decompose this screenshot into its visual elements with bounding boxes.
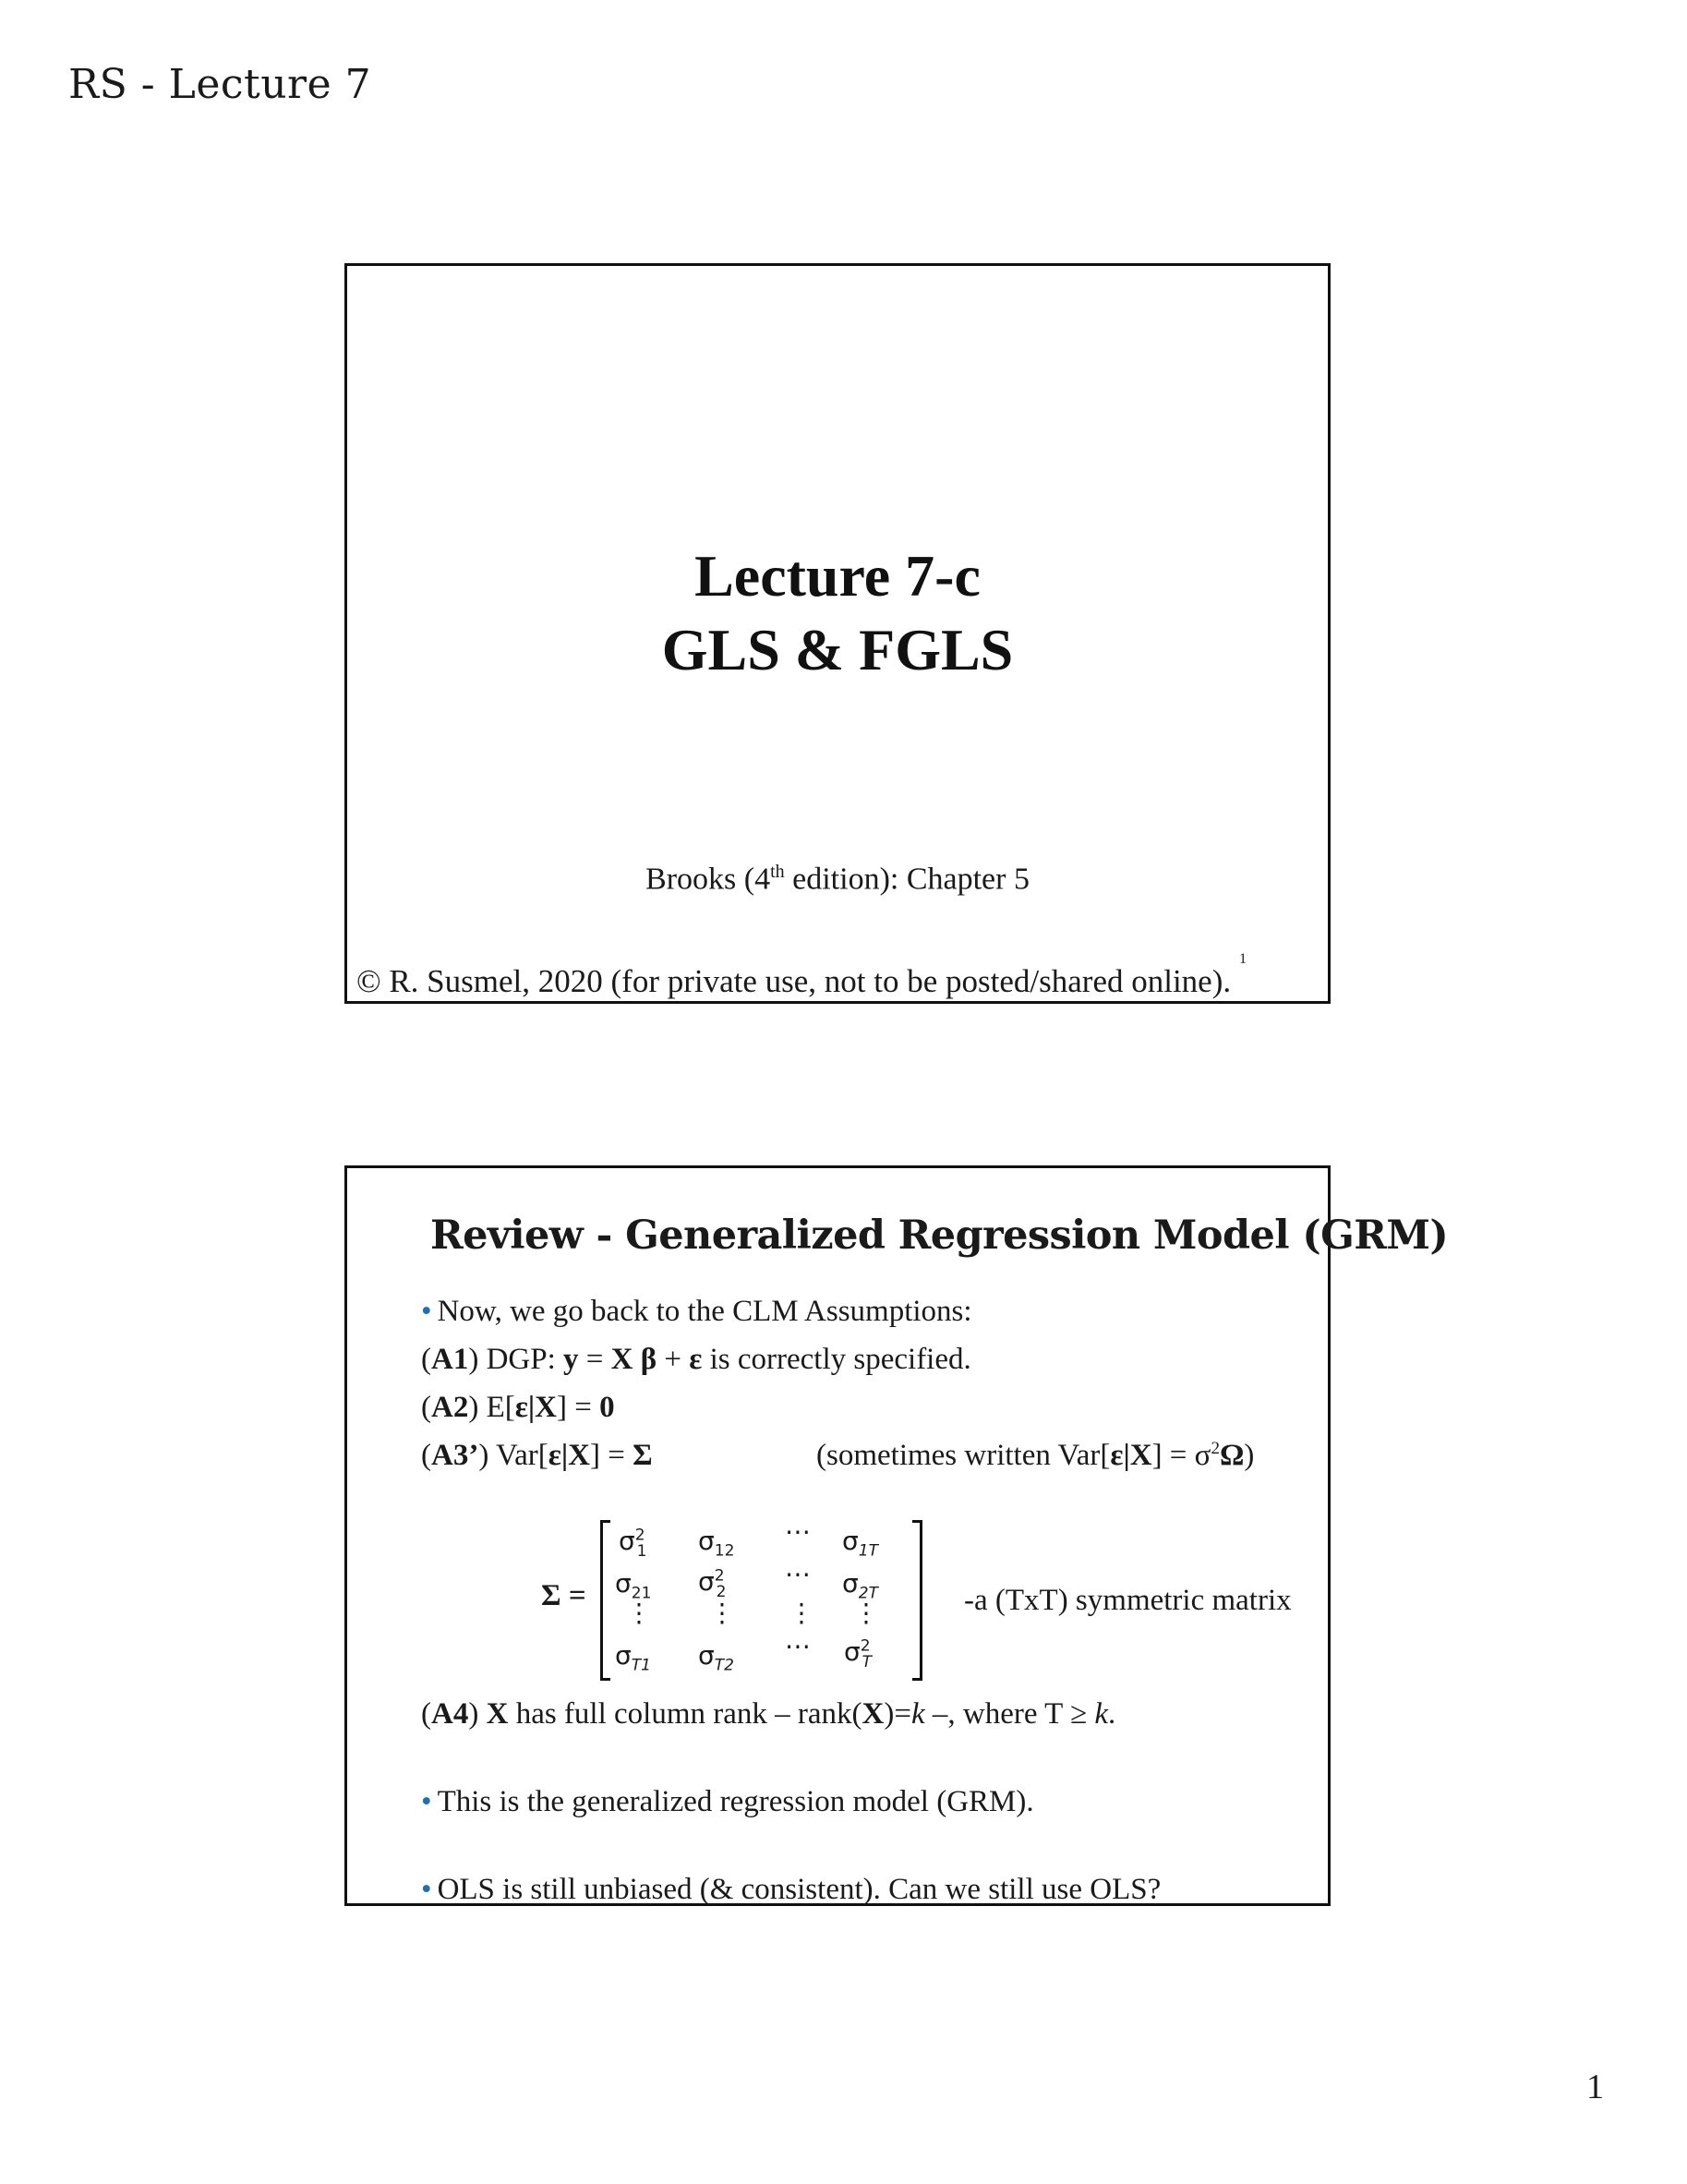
note-eps: ε (1110, 1439, 1124, 1472)
bullet-ols-text: OLS is still unbiased (& consistent). Can we still use OLS? (437, 1873, 1162, 1906)
note-bar: | (1123, 1439, 1130, 1472)
matrix-description: -a (TxT) symmetric matrix (964, 1584, 1292, 1617)
title-line-2: GLS & FGLS (661, 617, 1014, 682)
bullet-icon: • (421, 1295, 432, 1328)
cell-2-3: ⋯ (785, 1559, 811, 1589)
note-mid: ] = σ (1151, 1439, 1211, 1472)
a1-y: y (563, 1343, 579, 1376)
assumption-a1: (A1) DGP: y = X β + ε is correctly specified. (421, 1343, 971, 1376)
bullet-icon: • (421, 1873, 432, 1906)
a2-x: X (535, 1391, 557, 1424)
page-number: 1 (1586, 2068, 1604, 2106)
a4-text2: )= (884, 1697, 911, 1731)
a2-zero: 0 (599, 1391, 615, 1424)
reference-sup: th (770, 862, 785, 882)
a3-label: A3’ (431, 1439, 479, 1472)
title-line-1: Lecture 7-c (694, 543, 981, 609)
bullet-ols (421, 1873, 1161, 1907)
note-omega: Ω (1219, 1439, 1245, 1472)
a4-label: A4 (431, 1697, 469, 1731)
a2-eps: ε (514, 1391, 528, 1424)
a4-text1: has full column rank – rank( (508, 1697, 862, 1731)
a1-eq: = (578, 1343, 611, 1376)
a2-mid: ] = (556, 1391, 600, 1424)
cell-2-1: $\sigma_{21}$ (615, 1568, 652, 1603)
cell-3-2: ⋮ (709, 1598, 735, 1628)
covariance-matrix (541, 1514, 929, 1681)
slide-number: 1 (1239, 951, 1247, 967)
a4-text4: . (1107, 1697, 1116, 1731)
textbook-reference (347, 862, 1328, 897)
a2-pre: E[ (478, 1391, 515, 1424)
cell-4-2: $\sigma_{T2}$ (698, 1640, 734, 1675)
right-bracket (912, 1520, 922, 1681)
cell-3-4: ⋮ (853, 1598, 879, 1628)
a1-post: is correctly specified. (702, 1343, 971, 1376)
assumption-a3: (A3’) Var[ε|X] = Σ (421, 1439, 653, 1472)
a4-k2: k (1094, 1697, 1108, 1731)
a3-bar: | (560, 1439, 569, 1472)
reference-post: edition): Chapter 5 (784, 862, 1030, 897)
cell-1-1: $\sigma^2_1$ (619, 1526, 647, 1561)
cell-3-3: ⋮ (789, 1598, 814, 1628)
cell-4-4: $\sigma^2_T$ (844, 1636, 872, 1671)
a3-mid: ] = (590, 1439, 633, 1472)
copyright-notice: © R. Susmel, 2020 (for private use, not to be posted/shared online). (356, 963, 1232, 999)
cell-2-2: $\sigma^2_2$ (698, 1566, 727, 1601)
a1-label: A1 (431, 1343, 469, 1376)
cell-1-2: $\sigma_{12}$ (698, 1526, 735, 1561)
intro-line (421, 1295, 972, 1329)
a4-x2: X (862, 1697, 885, 1731)
a2-label: A2 (431, 1391, 469, 1424)
note-pre: (sometimes written Var[ (816, 1439, 1111, 1472)
bullet-icon: • (421, 1785, 432, 1818)
assumption-a2: (A2) E[ε|X] = 0 (421, 1391, 615, 1424)
assumption-a4: (A4) X has full column rank – rank(X)=k –, where T ≥ k. (421, 1697, 1116, 1731)
a1-plus: + (657, 1343, 690, 1376)
a3-x: X (568, 1439, 591, 1472)
slide-2-title: Review - Generalized Regression Model (GRM) (430, 1213, 1449, 1259)
a3-pre: Var[ (488, 1439, 548, 1472)
cell-4-3: ⋯ (785, 1631, 811, 1661)
cell-3-1: ⋮ (626, 1598, 652, 1628)
slide-2 (344, 1165, 1449, 1906)
slide-1 (344, 263, 1331, 1004)
a1-eps: ε (689, 1343, 703, 1376)
note-sup: 2 (1211, 1439, 1220, 1458)
note-x: X (1129, 1439, 1152, 1472)
bullet-grm (421, 1785, 1034, 1819)
slide-1-title (347, 539, 1328, 687)
intro-text: Now, we go back to the CLM Assumptions: (437, 1295, 972, 1328)
a4-text3: –, where T ≥ (924, 1697, 1095, 1731)
a4-x: X (486, 1697, 509, 1731)
cell-1-3: ⋯ (785, 1516, 811, 1547)
a1-x: X (610, 1343, 633, 1376)
matrix-label: Σ = (541, 1579, 586, 1612)
left-bracket (600, 1520, 610, 1681)
cell-4-1: $\sigma_{T1}$ (615, 1640, 651, 1675)
reference-pre: Brooks (4 (645, 862, 771, 897)
cell-1-4: $\sigma_{1T}$ (842, 1526, 878, 1561)
a4-k: k (910, 1697, 925, 1731)
note-post: ) (1244, 1439, 1255, 1472)
a1-beta: β (633, 1343, 657, 1376)
page-header: RS - Lecture 7 (68, 61, 372, 108)
a2-bar: | (527, 1391, 536, 1424)
assumption-a3-note (816, 1439, 1254, 1473)
a1-pre: DGP: (478, 1343, 564, 1376)
a3-sigma: Σ (633, 1439, 653, 1472)
cell-2-4: $\sigma_{2T}$ (842, 1568, 878, 1603)
bullet-grm-text: This is the generalized regression model (GRM). (437, 1785, 1034, 1818)
a3-eps: ε (548, 1439, 561, 1472)
